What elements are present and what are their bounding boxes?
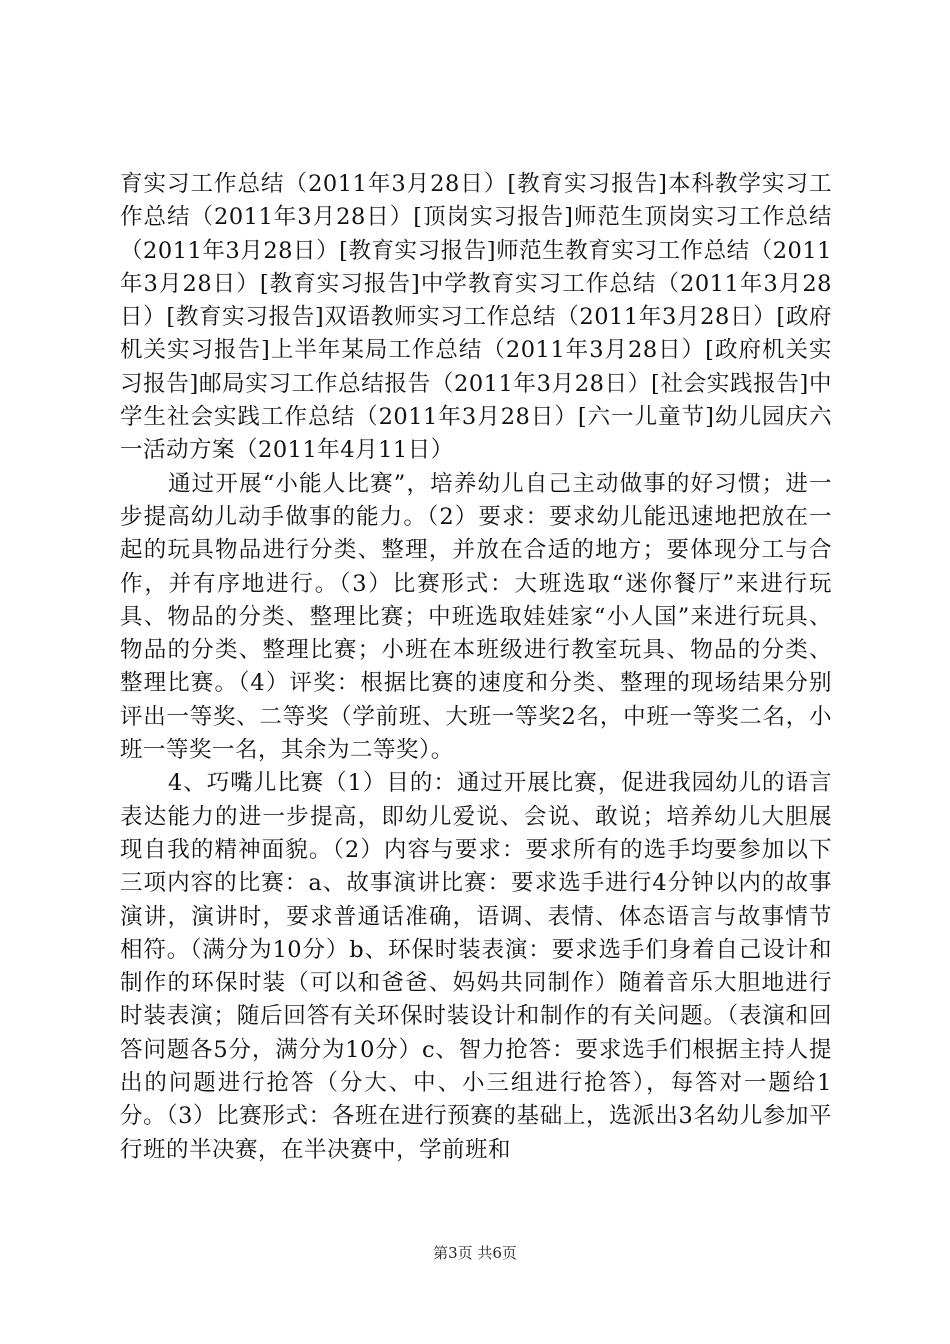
paragraph-competition-rules: 通过开展“小能人比赛”，培养幼儿自己主动做事的好习惯；进一步提高幼儿动手做事的能力。（2）要求：要求幼儿能迅速地把放在一起的玩具物品进行分类、整理，并放在合适的地方；要体现分工与合作，并有序地进行。（3）比赛形式：大班选取“迷你餐厅”来进行玩具、物品的分类、整理比赛；中班选取娃娃家“小人国”来进行玩具、物品的分类、整理比赛；小班在本班级进行教室玩具、物品的分类、整理比赛。（4）评奖：根据比赛的速度和分类、整理的现场结果分别评出一等奖、二等奖（学前班、大班一等奖2名，中班一等奖二名，小班一等奖一名，其余为二等奖）。 — [120, 470, 832, 764]
paragraph-speaking-contest: 4、巧嘴儿比赛（1）目的：通过开展比赛，促进我园幼儿的语言表达能力的进一步提高，即幼儿爱说、会说、敢说；培养幼儿大胆展现自我的精神面貌。（2）内容与要求：要求所有的选手均要参加以下三项内容的比赛：a、故事演讲比赛：要求选手进行4分钟以内的故事演讲，演讲时，要求普通话准确，语调、表情、体态语言与故事情节相符。（满分为10分）b、环保时装表演：要求选手们身着自己设计和制作的环保时装（可以和爸爸、妈妈共同制作）随着音乐大胆地进行时装表演；随后回答有关环保时装设计和制作的有关问题。（表演和回答问题各5分，满分为10分）c、智力抢答：要求选手们根据主持人提出的问题进行抢答（分大、中、小三组进行抢答），每答对一题给1分。（3）比赛形式：各班在进行预赛的基础上，选派出3名幼儿参加平行班的半决赛，在半决赛中，学前班和 — [120, 770, 832, 1163]
paragraph-continuation: 育实习工作总结（2011年3月28日）[教育实习报告]本科教学实习工作总结（2011年3月28日）[顶岗实习报告]师范生顶岗实习工作总结（2011年3月28日）[教育实习报告]师范生教育实习工作总结（2011年3月28日）[教育实习报告]中学教育实习工作总结（2011年3月28日）[教育实习报告]双语教师实习工作总结（2011年3月28日）[政府机关实习报告]上半年某局工作总结（2011年3月28日）[政府机关实习报告]邮局实习工作总结报告（2011年3月28日）[社会实践报告]中学生社会实践工作总结（2011年3月28日）[六一儿童节]幼儿园庆六一活动方案（2011年4月11日） — [120, 171, 832, 464]
document-body — [120, 168, 832, 1167]
page-number-footer: 第3页 共6页 — [433, 1244, 517, 1262]
